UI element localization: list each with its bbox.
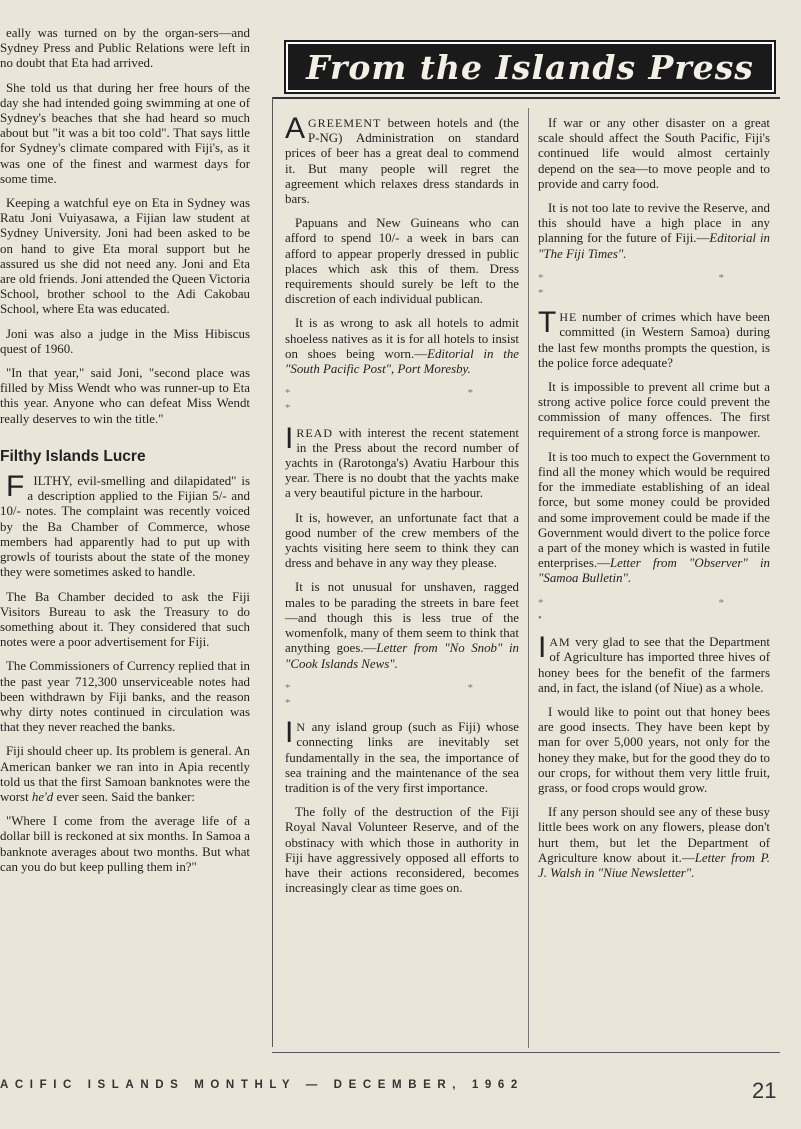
paragraph (538, 805, 770, 881)
paragraph-text: between hotels and (the P-NG) Administration on standard prices of beer has a great deal to commend it. But many people will regret the agreement which relaxes dress standards in bars. (285, 116, 519, 207)
paragraph (0, 470, 250, 580)
paragraph (538, 306, 770, 371)
paragraph-text: any island group (such as Fiji) whose connecting links are inevitably set fundamentally in the sea, the importance of sea training and the maintenance of the sea tradition is of the very first importance. (285, 720, 519, 795)
paragraph: Joni was also a judge in the Miss Hibiscus quest of 1960. (0, 326, 250, 356)
page-number: 21 (752, 1078, 777, 1103)
left-column (0, 0, 250, 884)
drop-cap: F (6, 470, 25, 504)
paragraph (538, 201, 770, 262)
paragraph-text: It is not unusual for unshaven, ragged males to be parading the streets in bare feet—and though this is less true of the womenfolk, many of them seem to think that anything goes.— (285, 580, 519, 656)
paragraph: Keeping a watchful eye on Eta in Sydney was Ratu Joni Vuiyasawa, a Fijian law student at Sydney University. Joni had been asked to be on hand to give Eta moral support but he assured us she did not need any. Joni and Eta are old friends. Joni attended the Queen Victoria School, brother school to the Adi Cakobau School, where Eta was educated. (0, 196, 250, 317)
frame-rule (272, 97, 780, 99)
article-subhead: Filthy Islands Lucre (0, 447, 146, 465)
paragraph (0, 744, 250, 805)
drop-cap: T (538, 306, 557, 340)
small-caps: HE (559, 310, 578, 325)
paragraph-text: number of crimes which have been committed (in Western Samoa) during the last few months prompts the question, is the police force adequate? (538, 310, 770, 370)
paragraph (285, 716, 519, 796)
paragraph-text: ILTHY, evil-smelling and dilapidated" is a description applied to the Fijian 5/- and 10/- notes. The complaint was recently voiced by the Ba Chamber of Commerce, whose members had apparently had to put up with growls of tourists about the state of the money they were sometimes asked to handle. (0, 474, 250, 580)
paragraph: "Where I come from the average life of a dollar bill is reckoned at six months. In Samoa a banknote averages about two months. But what can you do but keep pulling them in?" (0, 814, 250, 874)
paragraph: It is, however, an unfortunate fact that a good number of the crew members of the yachts visiting here seem to think they can dress and behave in any way they please. (285, 510, 519, 571)
paragraph (538, 450, 770, 587)
paragraph: The Ba Chamber decided to ask the Fiji Visitors Bureau to ask the Treasury to do something about it. They considered that such notes were a poor advertisement for Fiji. (0, 589, 250, 650)
source-credit: Editorial in the "South Pacific Post", Port Moresby. (285, 346, 519, 377)
paragraph: eally was turned on by the organ-sers—and Sydney Press and Public Relations were left in no doubt that Eta had arrived. (0, 26, 250, 71)
paragraph (285, 421, 519, 502)
paragraph-text: ever seen. Said the banker: (53, 789, 195, 804)
paragraph (538, 631, 770, 696)
drop-cap: I (538, 631, 547, 665)
separator-stars: * * • (538, 596, 770, 624)
paragraph: She told us that during her free hours of the day she had intended going swimming at one of Sydney's beaches that she had heard so much about but "it was a bit too cold". That says little for Sydney's climate compared with Fiji's, as it was one of the finest and warmest days for some time. (0, 80, 250, 186)
small-caps: GREEMENT (308, 116, 382, 130)
emphasis: he'd (31, 789, 54, 804)
paragraph (285, 580, 519, 671)
separator-stars: * * * (285, 681, 519, 709)
middle-column (285, 112, 520, 905)
separator-stars: * * * (285, 387, 519, 415)
paragraph-text: It is not too late to revive the Reserve, and this should have a high place in any planning for the future of Fiji.— (538, 201, 770, 246)
column-rule (528, 108, 529, 1048)
paragraph: I would like to point out that honey bees are good insects. They have been kept by man for over 5,000 years, not only for the honey they make, but for the good they do to our crops, for without them very little fruit, grass, or food crops would grow. (538, 704, 770, 795)
frame-rule (272, 1052, 780, 1053)
paragraph: The Commissioners of Currency replied that in the past year 712,300 unserviceable notes had been withdrawn by Fiji banks, and the reason why dirty notes continued in circulation was that they never reached the banks. (0, 659, 250, 735)
small-caps: AM (549, 635, 571, 650)
drop-cap: I (285, 716, 294, 750)
paragraph-text: very glad to see that the Department of Agriculture has imported three hives of honey bees for the benefit of the farmers and, in fact, the island (of Niue) as a whole. (538, 635, 770, 695)
source-credit: Letter from "No Snob" in "Cook Islands News". (285, 641, 520, 671)
source-credit: Letter from "Observer" in "Samoa Bulletin". (538, 556, 770, 586)
paragraph-text: It is too much to expect the Government to find all the money which would be required for the immediate establishing of an ideal force, but some money could be provided and some improvement could be made if the Government would divert to the police force a part of the money which is wasted in futile enterprises.— (538, 449, 770, 571)
source-credit: Letter from P. J. Walsh in "Niue Newsletter". (538, 850, 770, 880)
separator-stars: * * * (538, 271, 770, 300)
small-caps: N (296, 720, 307, 735)
paragraph (285, 316, 519, 377)
paragraph: The folly of the destruction of the Fiji Royal Naval Volunteer Reserve, and of the obstinacy with which those in authority in Fiji have aggressively opposed all efforts to have their actions reconsidered, becomes increasingly clear as time goes on. (285, 805, 519, 896)
paragraph: If war or any other disaster on a great scale should affect the South Pacific, Fiji's continued life would almost certainly depend on the sea—to move people and to provide and carry food. (538, 116, 770, 191)
paragraph (285, 112, 519, 207)
paragraph-text: Fiji should cheer up. Its problem is general. An American banker we ran into in Apia recently told us that the first Samoan banknotes were the worst (0, 744, 250, 804)
paragraph: Papuans and New Guineans who can afford to spend 10/- a week in bars can afford to appear properly dressed in public places which ask this of them. Dress requirements should surely be left to the discretion of each individual publican. (285, 216, 519, 307)
paragraph-text: It is as wrong to ask all hotels to admit shoeless natives as it is for all hotels to insist on shoes being worn.— (285, 316, 519, 361)
frame-rule (272, 97, 273, 1047)
banner-title: From the Islands Press (306, 47, 754, 87)
paragraph-text: If any person should see any of these busy little bees work on any flowers, please don't hurt them, but let the Department of Agriculture know about it.— (538, 805, 770, 865)
drop-cap: A (285, 112, 306, 145)
paragraph-text: with interest the recent statement in the Press about the record number of yachts in (Rarotonga's) Avatiu Harbour this year. There is no doubt that the yachts make a very beautiful picture in the harbour. (285, 425, 519, 501)
paragraph: "In that year," said Joni, "second place was filled by Miss Wendt who was runner-up to Eta this year. Anyone who can defeat Miss Wendt really deserves to win the title." (0, 366, 250, 426)
page-footer: ACIFIC ISLANDS MONTHLY — DECEMBER, 1962 (0, 1079, 524, 1091)
small-caps: READ (296, 425, 334, 440)
paragraph: It is impossible to prevent all crime but a strong active police force could prevent the commission of many offences. The first requirement of a strong force is manpower. (538, 380, 770, 440)
source-credit: Editorial in "The Fiji Times". (538, 231, 770, 261)
right-column (538, 116, 770, 890)
drop-cap: I (285, 421, 294, 455)
section-banner (284, 40, 776, 94)
